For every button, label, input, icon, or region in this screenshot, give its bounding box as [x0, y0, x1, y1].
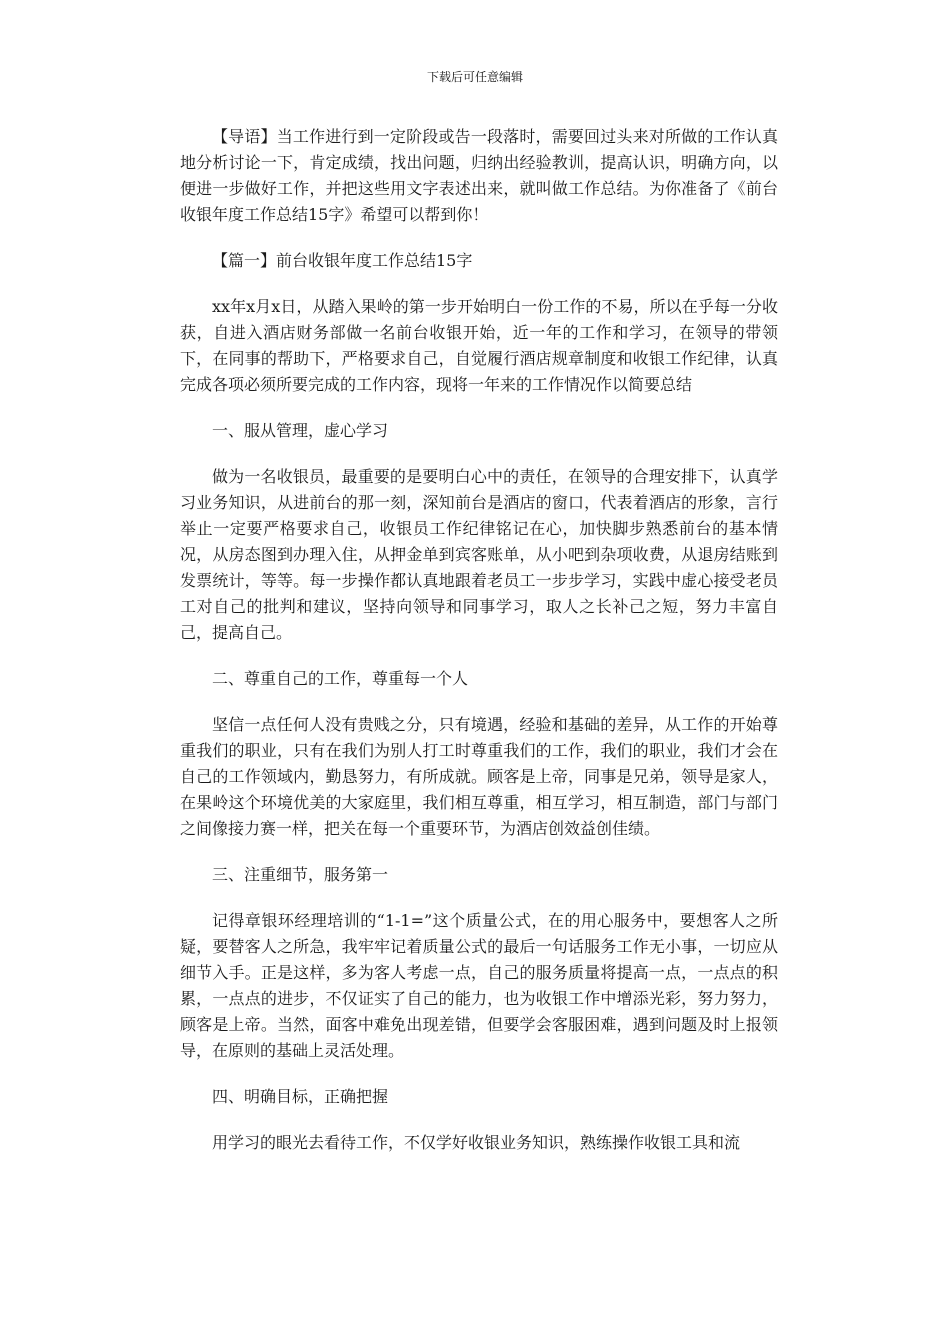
section-heading-2: 二、尊重自己的工作，尊重每一个人	[212, 669, 469, 688]
opening-paragraph: xx年x月x日，从踏入果岭的第一步开始明白一份工作的不易，所以在乎每一分收获，自进入酒店财务部做一名前台收银开始，近一年的工作和学习，在领导的带领下，在同事的帮助下，严格要求自己，自觉履行酒店规章制度和收银工作纪律，认真完成各项必须所要完成的工作内容，现将一年来的工作情况作以简要总结	[180, 297, 778, 394]
section-heading-1: 一、服从管理，虚心学习	[212, 421, 389, 440]
section-body-1: 做为一名收银员，最重要的是要明白心中的责任，在领导的合理安排下，认真学习业务知识，从进前台的那一刻，深知前台是酒店的窗口，代表着酒店的形象，言行举止一定要严格要求自己，收银员工作纪律铭记在心，加快脚步熟悉前台的基本情况，从房态图到办理入住，从押金单到宾客账单，从小吧到杂项收费，从退房结账到发票统计，等等。每一步操作都认真地跟着老员工一步步学习，实践中虚心接受老员工对自己的批判和建议，坚持向领导和同事学习，取人之长补己之短，努力丰富自己，提高自己。	[180, 467, 778, 642]
section-heading-3: 三、注重细节，服务第一	[212, 865, 389, 884]
section-title: 【篇一】前台收银年度工作总结15字	[212, 251, 473, 270]
section-body-3: 记得章银环经理培训的“1-1=”这个质量公式，在的用心服务中，要想客人之所疑，要替客人之所急，我牢牢记着质量公式的最后一句话服务工作无小事，一切应从细节入手。正是这样，多为客人考虑一点，自己的服务质量将提高一点，一点点的积累，一点点的进步，不仅证实了自己的能力，也为收银工作中增添光彩，努力努力，顾客是上帝。当然，面客中难免出现差错，但要学会客服困难，遇到问题及时上报领导，在原则的基础上灵活处理。	[180, 911, 778, 1060]
section-body-4: 用学习的眼光去看待工作，不仅学好收银业务知识，熟练操作收银工具和流	[212, 1133, 741, 1152]
section-body-2: 坚信一点任何人没有贵贱之分，只有境遇，经验和基础的差异，从工作的开始尊重我们的职业，只有在我们为别人打工时尊重我们的工作，我们的职业，我们才会在自己的工作领域内，勤恳努力，有所成就。顾客是上帝，同事是兄弟，领导是家人，在果岭这个环境优美的大家庭里，我们相互尊重，相互学习，相互制造，部门与部门之间像接力赛一样，把关在每一个重要环节，为酒店创效益创佳绩。	[180, 715, 778, 838]
section-heading-4: 四、明确目标，正确把握	[212, 1087, 389, 1106]
document-body	[180, 124, 778, 1176]
page-header-note: 下载后可任意编辑	[426, 70, 523, 84]
intro-paragraph: 【导语】当工作进行到一定阶段或告一段落时，需要回过头来对所做的工作认真地分析讨论一下，肯定成绩，找出问题，归纳出经验教训，提高认识，明确方向，以便进一步做好工作，并把这些用文字表述出来，就叫做工作总结。为你准备了《前台收银年度工作总结15字》希望可以帮到你！	[180, 127, 778, 224]
